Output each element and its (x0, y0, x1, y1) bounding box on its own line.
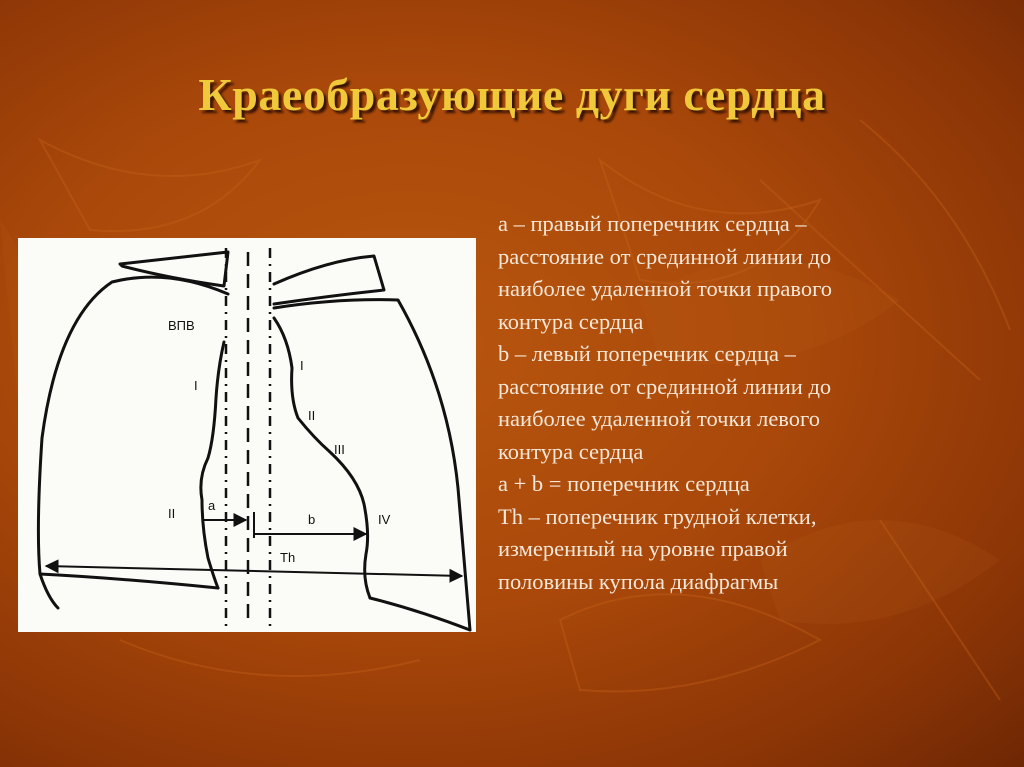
description-line: b – левый поперечник сердца – (498, 341, 796, 366)
label-a: a (208, 498, 216, 513)
description-line: расстояние от срединной линии до (498, 373, 832, 399)
label-b: b (308, 512, 316, 527)
description-line: контура сердца (498, 308, 644, 334)
description-line: a + b = поперечник сердца (498, 471, 750, 496)
description-line: наиболее удаленной точки правого (498, 276, 833, 301)
right-heart-contour (201, 342, 224, 588)
left-diaphragm (370, 598, 470, 630)
description-line: половины купола диафрагмы (498, 568, 779, 594)
label-vpv: ВПВ (168, 318, 195, 333)
arrow-th (46, 566, 462, 576)
diaphragm (40, 574, 58, 608)
right-clavicle (120, 252, 228, 286)
label-left-arc-3: III (334, 442, 345, 457)
label-left-arc-4: IV (378, 512, 391, 527)
description-text (498, 208, 1018, 598)
heart-silhouette-diagram (18, 238, 476, 632)
label-th: Th (280, 550, 296, 565)
description-line: наиболее удаленной точки левого (498, 406, 820, 431)
label-left-arc-2: II (308, 408, 316, 423)
label-left-arc-1: I (300, 358, 304, 373)
label-right-arc-2: II (168, 506, 176, 521)
description-line: Th – поперечник грудной клетки, (498, 503, 817, 529)
right-lung-outline (38, 277, 228, 588)
label-right-arc-1: I (194, 378, 198, 393)
description-line: а – правый поперечник сердца – (498, 211, 807, 236)
slide-title: Краеобразующие дуги сердца (198, 69, 826, 120)
description-line: измеренный на уровне правой (498, 536, 788, 561)
left-clavicle (274, 256, 384, 304)
description-line: контура сердца (498, 438, 644, 464)
left-lung-outline (274, 300, 470, 630)
description-line: расстояние от срединной линии до (498, 243, 832, 269)
